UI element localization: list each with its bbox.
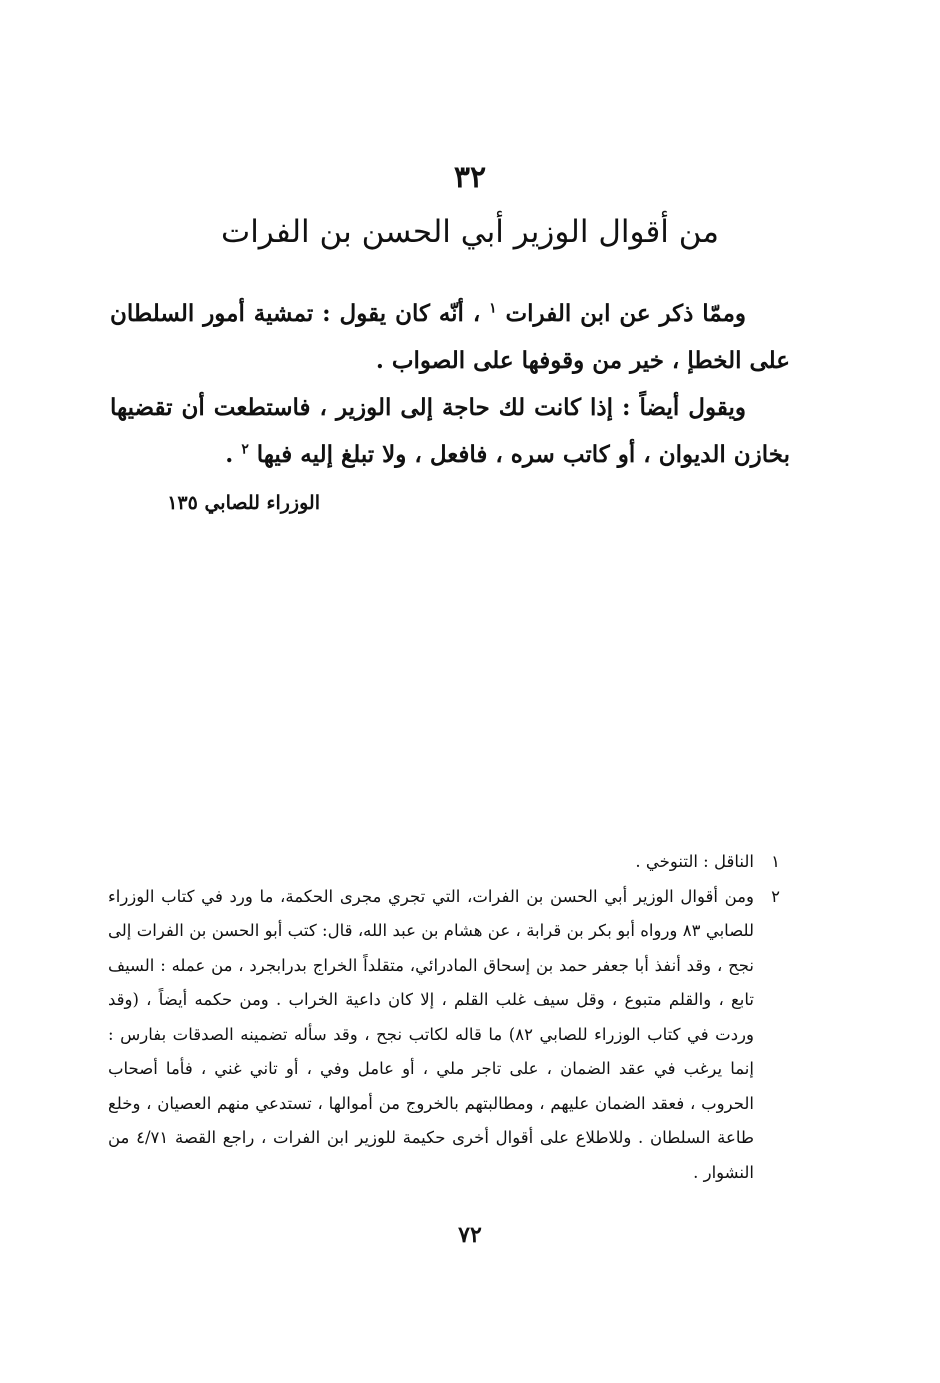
paragraph-2-text: ويقول أيضاً : إذا كانت لك حاجة إلى الوزير ، فاستطعت أن تقضيها بخازن الديوان ، أو كاتب سره ، فافعل ، ولا تبلغ إليه فيها: [110, 394, 790, 468]
paragraph-1-start: وممّا ذكر عن ابن الفرات: [505, 300, 746, 327]
paragraph-1-rest: ، أنّه كان يقول : تمشية أمور السلطان على الخطإ ، خير من وقوفها على الصواب .: [110, 300, 790, 374]
footnote-1-number: ١: [771, 852, 780, 871]
footnote-1-text: الناقل : التنوخي .: [635, 852, 754, 871]
story-title: من أقوال الوزير أبي الحسن بن الفرات: [221, 214, 719, 250]
story-number: ٣٢: [453, 160, 487, 195]
footnote-2-text: ومن أقوال الوزير أبي الحسن بن الفرات، التي تجري مجرى الحكمة، ما ورد في كتاب الوزراء للصابي ٨٣ ورواه أبو بكر بن قرابة ، عن هشام بن عبد الله، قال: كتب أبو الحسن بن الفرات إلى نجح ، وقد أنفذ أبا جعفر حمد بن إسحاق المادرائي، متقلداً الخراج بدرابجرد ، من عمله : السيف تابع ، والقلم متبوع ، وقل سيف غلب القلم ، إلا كان داعية الخراب . ومن حكمه أيضاً ، (وقد وردت في كتاب الوزراء للصابي ٨٢) ما قاله لكاتب نجح ، وقد سأله تضمينه الصدقات بفارس : إنما يرغب في عقد الضمان ، على تاجر ملي ، أو عامل وفي ، أو تاني غني ، فأما أصحاب الحروب ، فعقد الضمان عليهم ، ومطالبتهم بالخروج من أموالها ، تستدعي منهم العصيان ، وخلع طاعة السلطان . وللاطلاع على أقوال أخرى حكيمة للوزير ابن الفرات ، راجع القصة ٤/٧١ من النشوار .: [108, 886, 755, 1182]
page-number: ٧٢: [458, 1222, 482, 1248]
footnote-2: [108, 880, 780, 1191]
paragraph-2-end: .: [225, 441, 234, 468]
paragraph-2: [110, 384, 790, 478]
footnote-marker-1: ١: [489, 300, 497, 317]
main-text: [110, 290, 790, 478]
footnote-marker-2: ٢: [241, 441, 249, 458]
footnote-1: [108, 845, 780, 880]
paragraph-1: [110, 290, 790, 384]
footnotes-section: [108, 845, 780, 1190]
footnote-2-number: ٢: [771, 886, 780, 906]
source-reference: الوزراء للصابي ١٣٥: [167, 492, 320, 514]
